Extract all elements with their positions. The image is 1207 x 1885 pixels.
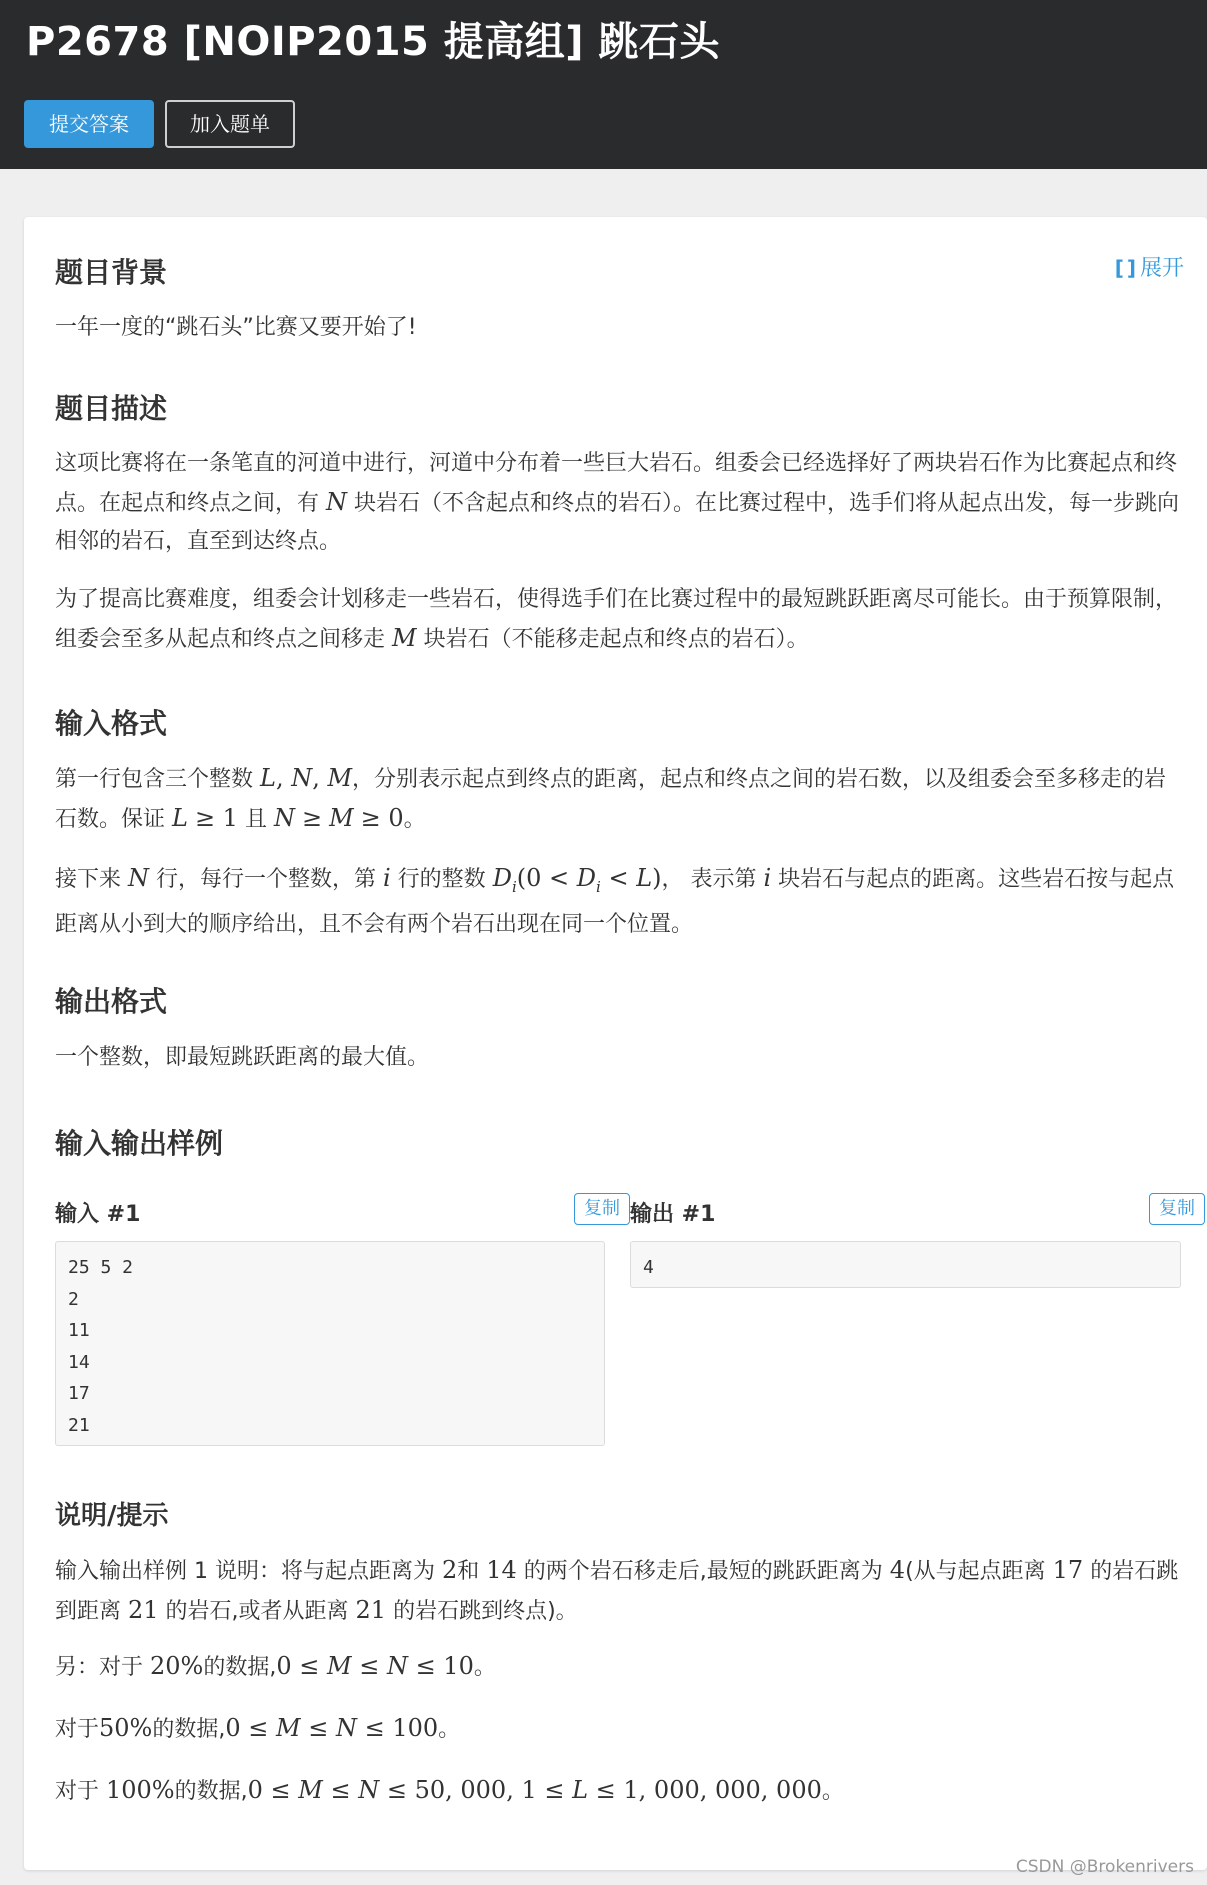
csdn-watermark: CSDN @Brokenrivers [1015,1857,1194,1877]
hint-paragraph-4: 对于 100%的数据,0 ≤ M ≤ N ≤ 50, 000, 1 ≤ L ≤ 1, 000, 000, 000。 [55,1776,844,1804]
section-title-input-format: 输入格式 [55,707,168,740]
submit-answer-button[interactable]: 提交答案 [24,100,154,148]
description-paragraph-1: 这项比赛将在一条笔直的河道中进行，河道中分布着一些巨大岩石。组委会已经选择好了两块岩石作为比赛起点和终点。在起点和终点之间，有 N 块岩石（不含起点和终点的岩石）。在比赛过程中，选手们将从起点出发，每一步跳向相邻的岩石，直至到达终点。 [55,451,1179,554]
sample-output-box[interactable]: 4 [630,1241,1181,1288]
input-format-paragraph-2: 接下来 N 行，每行一个整数，第 i 行的整数 $D_i(0 < D_i < L)$， 表示第 i 块岩石与起点的距离。这些岩石按与起点距离从小到大的顺序给出，且不会有两个岩石出现在同一个位置。 [55,864,1175,937]
page-title: P2678 [NOIP2015 提高组] 跳石头 [26,19,720,65]
hint-paragraph-3: 对于50%的数据,0 ≤ M ≤ N ≤ 100。 [55,1714,461,1742]
hint-paragraph-2: 另：对于 20%的数据,0 ≤ M ≤ N ≤ 10。 [55,1652,496,1680]
expand-button[interactable] [1115,251,1184,282]
input-format-paragraph-1: 第一行包含三个整数 L, N, M，分别表示起点到终点的距离，起点和终点之间的岩石数，以及组委会至多移走的岩石数。保证 L ≥ 1 且 N ≥ M ≥ 0。 [55,764,1167,832]
expand-label: 展开 [1139,256,1184,281]
sample-input-box[interactable]: 25 5 2 2 11 14 17 21 [55,1241,605,1446]
expand-icon: [ ] [1114,256,1134,280]
section-title-hint: 说明/提示 [55,1501,169,1531]
description-paragraph-2: 为了提高比赛难度，组委会计划移走一些岩石，使得选手们在比赛过程中的最短跳跃距离尽可能长。由于预算限制，组委会至多从起点和终点之间移走 M 块岩石（不能移走起点和终点的岩石）。 [55,587,1178,652]
section-title-samples: 输入输出样例 [55,1127,224,1160]
background-text: 一年一度的“跳石头”比赛又要开始了! [55,315,417,340]
problem-card [24,217,1207,1870]
section-title-description: 题目描述 [55,392,168,425]
hint-paragraph-1: 输入输出样例 1 说明：将与起点距离为 2和 14 的两个岩石移走后,最短的跳跃距离为 4(从与起点距离 17 的岩石跳到距离 21 的岩石,或者从距离 21 的岩石跳到终点)。 [55,1556,1179,1624]
section-title-output-format: 输出格式 [55,985,168,1018]
sample-input-label: 输入 #1 [55,1202,141,1227]
copy-output-button[interactable]: 复制 [1149,1193,1205,1225]
output-format-text: 一个整数，即最短跳跃距离的最大值。 [55,1045,430,1070]
sample-output-label: 输出 #1 [630,1202,716,1227]
copy-input-button[interactable]: 复制 [574,1193,630,1225]
problem-header [0,0,1207,169]
section-title-background: 题目背景 [55,256,168,289]
add-to-list-button[interactable]: 加入题单 [165,100,295,148]
